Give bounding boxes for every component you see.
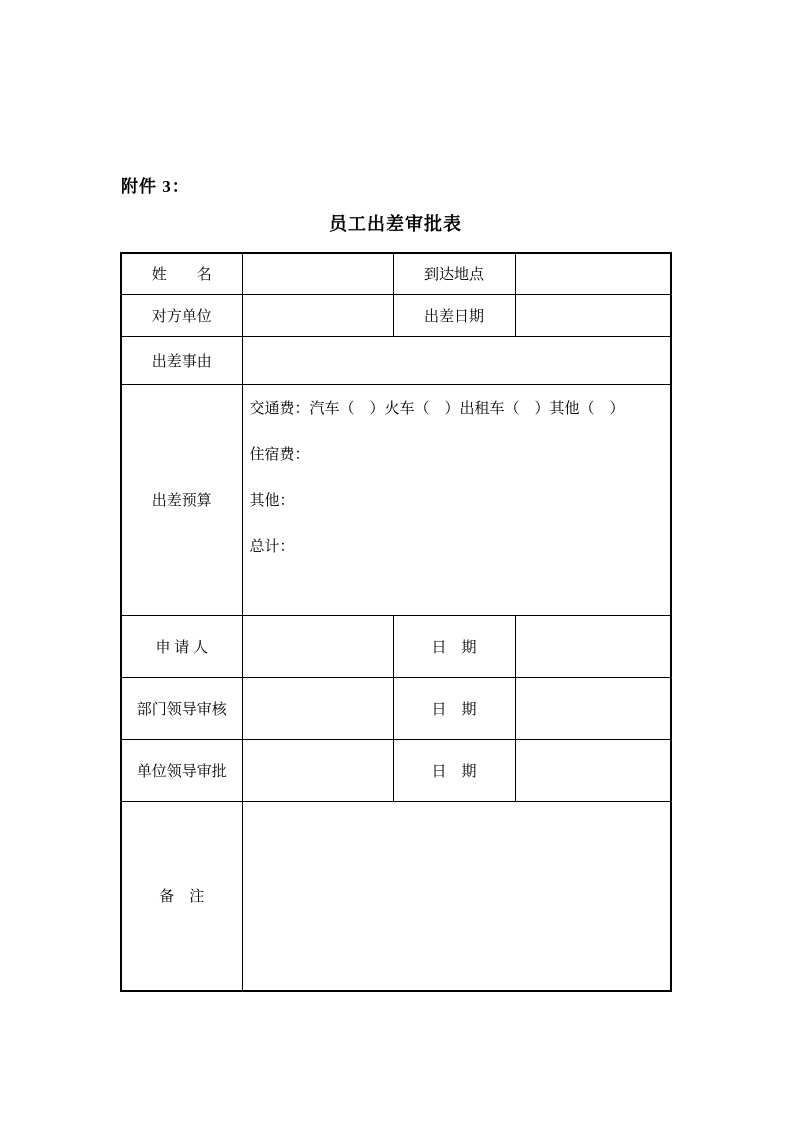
counterpart-unit-label-cell: 对方单位 — [121, 294, 242, 336]
row-unit-leader-approval — [121, 739, 671, 801]
name-value-cell — [242, 253, 393, 294]
arrival-place-value-cell — [515, 253, 671, 294]
row-department-leader-review — [121, 677, 671, 739]
unit-leader-date-label-cell: 日 期 — [393, 739, 515, 801]
unit-leader-date-value-cell — [515, 739, 671, 801]
row-trip-reason — [121, 336, 671, 384]
budget-transport-line: 交通费：汽车（ ）火车（ ）出租车（ ）其他（ ） — [249, 400, 625, 417]
trip-date-label-cell: 出差日期 — [393, 294, 515, 336]
applicant-date-value-cell — [515, 615, 671, 677]
attachment-label: 附件 3： — [121, 177, 190, 196]
applicant-date-label-cell: 日 期 — [393, 615, 515, 677]
row-remarks — [121, 801, 671, 991]
trip-approval-form-table — [120, 252, 672, 992]
trip-reason-value-cell — [242, 336, 671, 384]
budget-other-line: 其他： — [249, 492, 295, 509]
row-unit-date — [121, 294, 671, 336]
counterpart-unit-value-cell — [242, 294, 393, 336]
budget-accommodation-line: 住宿费： — [249, 446, 310, 463]
applicant-signature-cell — [242, 615, 393, 677]
unit-leader-signature-cell — [242, 739, 393, 801]
trip-reason-label-cell: 出差事由 — [121, 336, 242, 384]
name-label-cell: 姓 名 — [121, 253, 242, 294]
budget-total-line: 总计： — [249, 538, 295, 555]
row-applicant — [121, 615, 671, 677]
department-leader-label-cell: 部门领导审核 — [121, 677, 242, 739]
unit-leader-label-cell: 单位领导审批 — [121, 739, 242, 801]
row-name-arrival — [121, 253, 671, 294]
department-leader-date-label-cell: 日 期 — [393, 677, 515, 739]
remarks-label-cell: 备 注 — [121, 801, 242, 991]
arrival-place-label-cell: 到达地点 — [393, 253, 515, 294]
applicant-label-cell: 申 请 人 — [121, 615, 242, 677]
remarks-value-cell — [242, 801, 671, 991]
trip-budget-label-cell: 出差预算 — [121, 384, 242, 615]
trip-budget-content-cell — [242, 384, 671, 615]
trip-date-value-cell — [515, 294, 671, 336]
department-leader-signature-cell — [242, 677, 393, 739]
department-leader-date-value-cell — [515, 677, 671, 739]
form-title: 员工出差审批表 — [329, 214, 462, 234]
row-trip-budget — [121, 384, 671, 615]
